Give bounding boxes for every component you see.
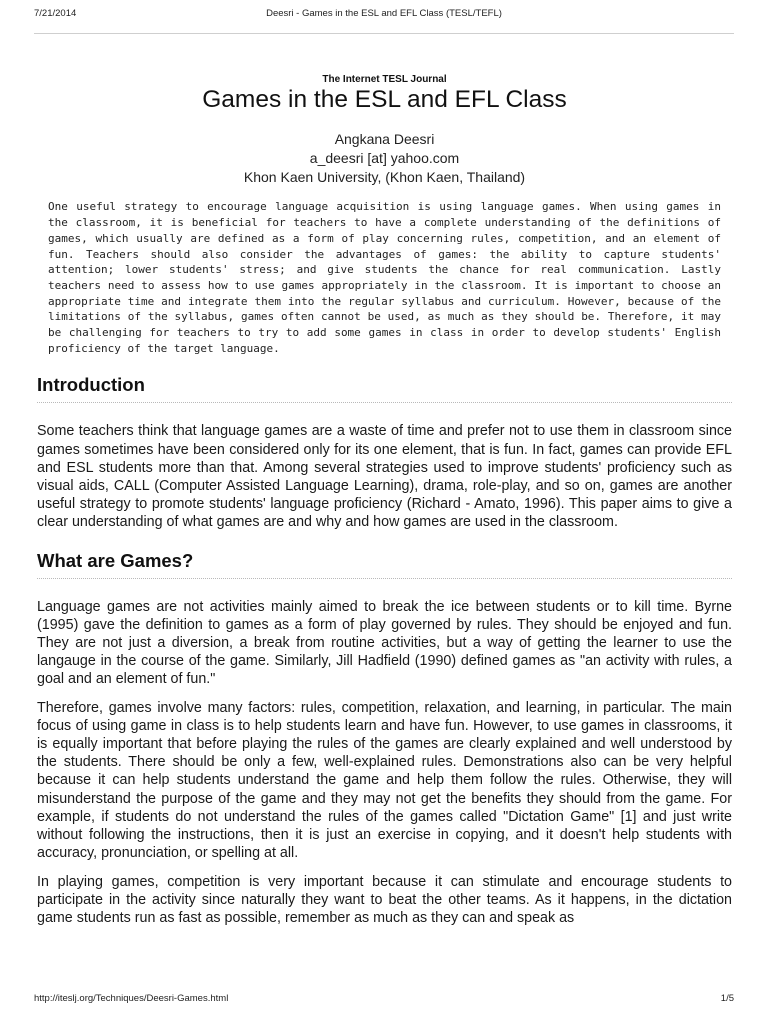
article-title: Games in the ESL and EFL Class bbox=[202, 86, 567, 113]
paragraph: Some teachers think that language games are a waste of time and prefer not to use them in classroom since games sometimes have been considered only for its one element, that is fun. In fact, games can provide EFL and ESL students more than that. Among several strategies used to improve students' proficiency such as visual aids, CALL (Computer Assisted Language Learning), drama, role-play, and so on, games are another useful strategy to promote students' language proficiency (Richard - Amato, 1996). This paper aims to give a clear understanding of what games are and why and how games are used in the classroom. bbox=[37, 423, 732, 531]
author-block bbox=[37, 130, 732, 187]
print-page-title: Deesri - Games in the ESL and EFL Class (TESL/TEFL) bbox=[266, 8, 502, 19]
section-what-are-games bbox=[37, 550, 732, 927]
print-url: http://iteslj.org/Techniques/Deesri-Games.html bbox=[34, 993, 229, 1004]
section-heading: What are Games? bbox=[37, 550, 732, 579]
header-divider bbox=[34, 33, 734, 34]
author-email: a_deesri [at] yahoo.com bbox=[309, 150, 460, 167]
paragraph: Language games are not activities mainly aimed to break the ice between students or to kill time. Byrne (1995) gave the definition to games as a form of play governed by rules. They should be enjoyed and fun. They are not just a diversion, a break from routine activities, but a way of getting the learner to use the langauge in the course of the game. Similarly, Jill Hadfield (1990) defined games as "an activity with rules, a goal and an element of fun." bbox=[37, 598, 732, 688]
print-footer bbox=[34, 993, 734, 1007]
print-header bbox=[34, 8, 734, 22]
section-heading: Introduction bbox=[37, 374, 732, 403]
section-introduction bbox=[37, 374, 732, 531]
journal-name: The Internet TESL Journal bbox=[322, 74, 447, 85]
abstract: One useful strategy to encourage language acquisition is using language games. When using games in the classroom, it is beneficial for teachers to have a complete understanding of the definitions of games, which usually are defined as a form of play concerning rules, competition, and an element of fun. Teachers should also consider the advantages of games: the ability to capture students' attention; lower students' stress; and give students the chance for real communication. Lastly teachers need to assess how to use games appropriately in the classroom. It is important to choose an appropriate time and integrate them into the regular syllabus and curriculum. However, because of the limitations of the syllabus, games often cannot be used, as much as they should be. Therefore, it may be challenging for teachers to try to add some games in class in order to develop students' English proficiency of the target language. bbox=[48, 200, 721, 355]
article bbox=[37, 74, 732, 927]
page-number: 1/5 bbox=[720, 993, 734, 1004]
author-affiliation: Khon Kaen University, (Khon Kaen, Thailand) bbox=[243, 169, 526, 186]
paragraph: Therefore, games involve many factors: rules, competition, relaxation, and learning, in particular. The main focus of using game in class is to help students learn and have fun. However, to use games in classrooms, it is equally important that before playing the rules of the games are clearly explained and well understood by the students. There should be only a few, well-explained rules. Demonstrations also can be very helpful because it can help students understand the game and help them follow the rules. Otherwise, they will misunderstand the purpose of the game and they may not get the benefits they should from the game. For example, if students do not understand the rules of the games called "Dictation Game" [1] and just write without following the instructions, then it is just an exercise in copying, and it doesn't help students with accuracy, pronunciation, or spelling at all. bbox=[37, 699, 732, 862]
paragraph: In playing games, competition is very important because it can stimulate and encourage students to participate in the activity since naturally they want to beat the other teams. As it happens, in the dictation game students run as fast as possible, remember as much as they can and speak as bbox=[37, 873, 732, 926]
author-name: Angkana Deesri bbox=[334, 131, 435, 148]
print-date: 7/21/2014 bbox=[34, 8, 77, 19]
